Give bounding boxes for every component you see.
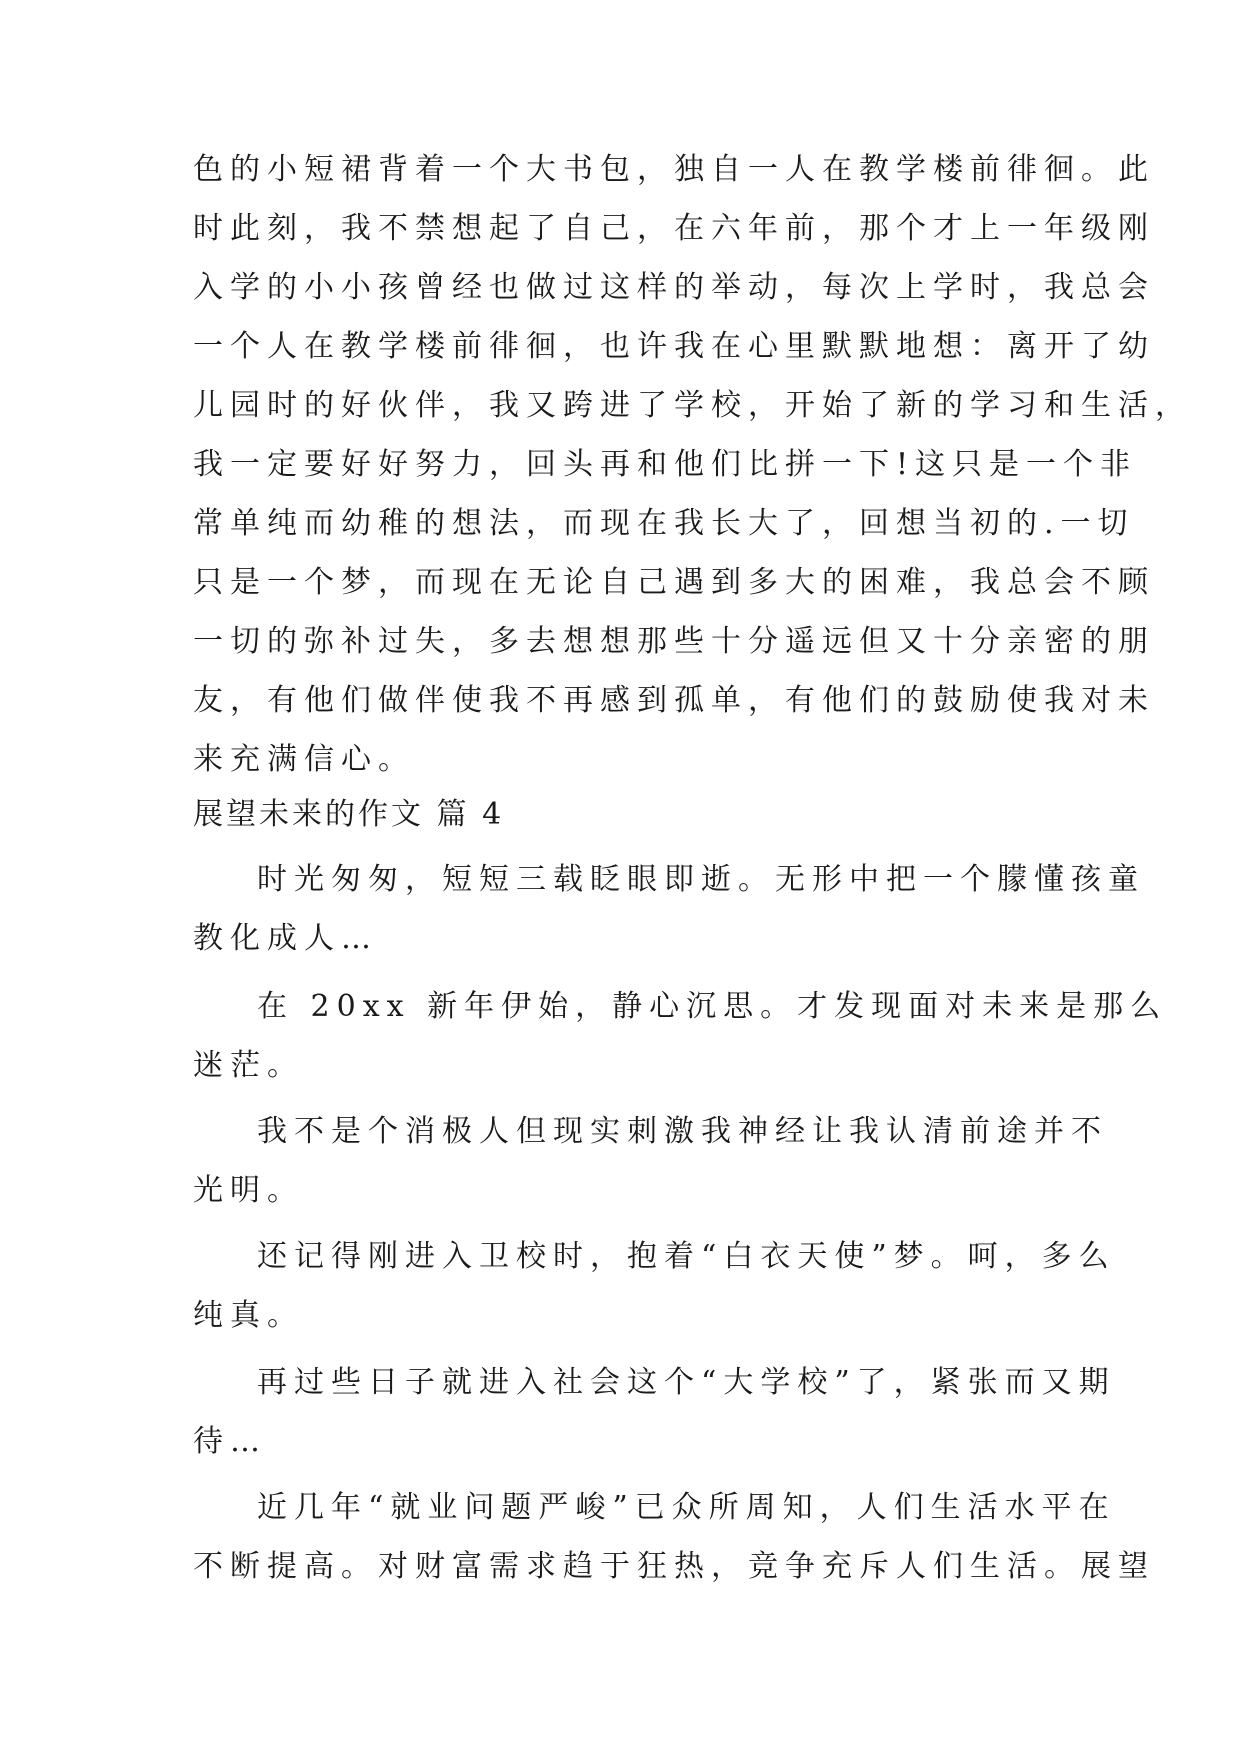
text-line: 迷茫。 [193,1048,304,1083]
text-line: 纯真。 [193,1298,304,1333]
text-line: 我一定要好好努力，回头再和他们比拼一下!这只是一个非 [193,447,1138,482]
text-line: 常单纯而幼稚的想法，而现在我长大了，回想当初的.一切 [193,506,1135,541]
text-line: 我不是个消极人但现实刺激我神经让我认清前途并不 [257,1114,1108,1149]
text-line: 教化成人… [193,921,378,956]
text-line: 一个人在教学楼前徘徊，也许我在心里默默地想：离开了幼 [193,329,1155,364]
text-line: 时此刻，我不禁想起了自己，在六年前，那个才上一年级刚 [193,211,1155,246]
text-line: 友，有他们做伴使我不再感到孤单，有他们的鼓励使我对未 [193,683,1155,718]
text-line: 近几年“就业问题严峻”已众所周知，人们生活水平在 [257,1490,1116,1525]
text-line: 在 20xx 新年伊始，静心沉思。才发现面对未来是那么 [257,989,1168,1024]
text-line: 一切的弥补过失，多去想想那些十分遥远但又十分亲密的朋 [193,624,1155,659]
text-line: 儿园时的好伙伴，我又跨进了学校，开始了新的学习和生活， [193,388,1192,423]
text-line: 入学的小小孩曾经也做过这样的举动，每次上学时，我总会 [193,270,1155,305]
text-line: 再过些日子就进入社会这个“大学校”了，紧张而又期 [257,1365,1116,1400]
section-heading: 展望未来的作文 篇 4 [193,797,505,832]
text-line: 只是一个梦，而现在无论自己遇到多大的困难，我总会不顾 [193,565,1155,600]
text-line: 时光匆匆，短短三载眨眼即逝。无形中把一个朦懂孩童 [257,862,1145,897]
text-line: 光明。 [193,1173,304,1208]
text-line: 还记得刚进入卫校时，抱着“白衣天使”梦。呵，多么 [257,1239,1116,1274]
text-line: 待… [193,1424,267,1459]
text-line: 不断提高。对财富需求趋于狂热，竞争充斥人们生活。展望 [193,1549,1155,1584]
text-line: 色的小短裙背着一个大书包，独自一人在教学楼前徘徊。此 [193,152,1155,187]
text-line: 来充满信心。 [193,742,415,777]
